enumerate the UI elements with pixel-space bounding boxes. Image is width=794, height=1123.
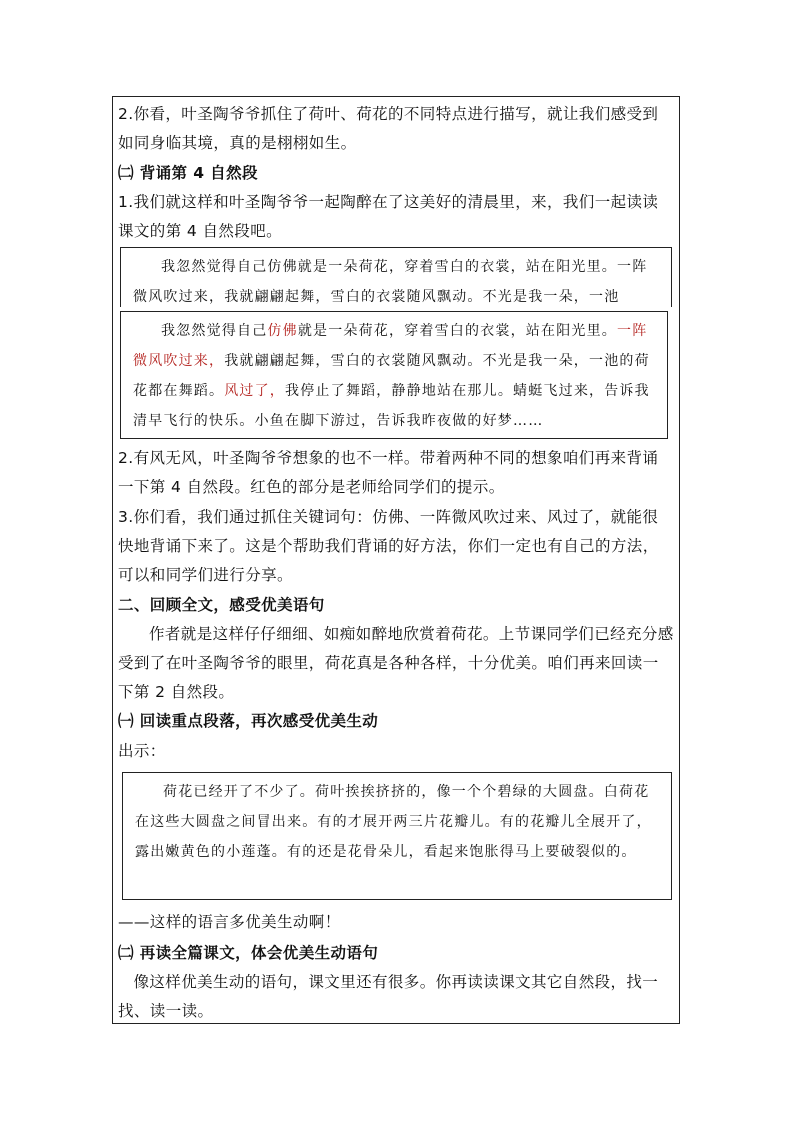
quote-box-paragraph-2: [122, 772, 672, 900]
quote-text-highlighted: 我忽然觉得自己仿佛就是一朵荷花，穿着雪白的衣裳，站在阳光里。一阵微风吹过来，我就翩翩起舞，雪白的衣裳随风飘动。不光是我一朵，一池的荷花都在舞蹈。风过了，我停止了舞蹈，静静地站在那儿。蜻蜓飞过来，告诉我清早飞行的快乐。小鱼在脚下游过，告诉我昨夜做的好梦……: [133, 323, 650, 429]
quote-text: 荷花已经开了不少了。荷叶挨挨挤挤的，像一个个碧绿的大圆盘。白荷花在这些大圆盘之间冒出来。有的才展开两三片花瓣儿。有的花瓣儿全展开了，露出嫩黄色的小莲蓬。有的还是花骨朵儿，看起来饱胀得马上要破裂似的。: [135, 784, 652, 860]
paragraph-3: 2.有风无风，叶圣陶爷爷想象的也不一样。带着两种不同的想象咱们再来背诵一下第 4 自然段。红色的部分是老师给同学们的提示。: [118, 449, 659, 496]
quote-box-plain: [120, 247, 672, 307]
paragraph-1: 2.你看，叶圣陶爷爷抓住了荷叶、荷花的不同特点进行描写，就让我们感受到如同身临其境，真的是栩栩如生。: [118, 105, 659, 152]
quote-text: 我忽然觉得自己仿佛就是一朵荷花，穿着雪白的衣裳，站在阳光里。一阵微风吹过来，我就翩翩起舞，雪白的衣裳随风飘动。不光是我一朵，一池: [133, 259, 648, 305]
quote-box-highlighted: [120, 311, 668, 439]
hint-phrase: 一阵微风吹过来，: [133, 323, 648, 369]
paragraph-4: 3.你们看，我们通过抓住关键词句：仿佛、一阵微风吹过来、风过了，就能很快地背诵下来了。这是个帮助我们背诵的好方法，你们一定也有自己的方法，可以和同学们进行分享。: [118, 508, 659, 584]
heading-reread-full-text: ㈡ 再读全篇课文，体会优美生动语句: [118, 944, 379, 962]
hint-phrase: 仿佛: [267, 323, 298, 339]
heading-review-text: 二、回顾全文，感受优美语句: [118, 596, 325, 614]
heading-reread-key-paragraph: ㈠ 回读重点段落，再次感受优美生动: [118, 712, 379, 730]
heading-recite-paragraph-4: ㈡ 背诵第 4 自然段: [118, 164, 258, 182]
paragraph-8: 像这样优美生动的语句，课文里还有很多。你再读读课文其它自然段，找一找、读一读。: [118, 973, 659, 1020]
paragraph-6: 出示：: [118, 742, 166, 760]
paragraph-7: ——这样的语言多优美生动啊！: [118, 913, 341, 931]
paragraph-2: 1.我们就这样和叶圣陶爷爷一起陶醉在了这美好的清晨里，来，我们一起读读课文的第 4 自然段吧。: [118, 193, 659, 240]
hint-phrase: 风过了，: [224, 383, 286, 399]
paragraph-5: 作者就是这样仔仔细细、如痴如醉地欣赏着荷花。上节课同学们已经充分感受到了在叶圣陶爷爷的眼里，荷花真是各种各样，十分优美。咱们再来回读一下第 2 自然段。: [118, 625, 674, 701]
